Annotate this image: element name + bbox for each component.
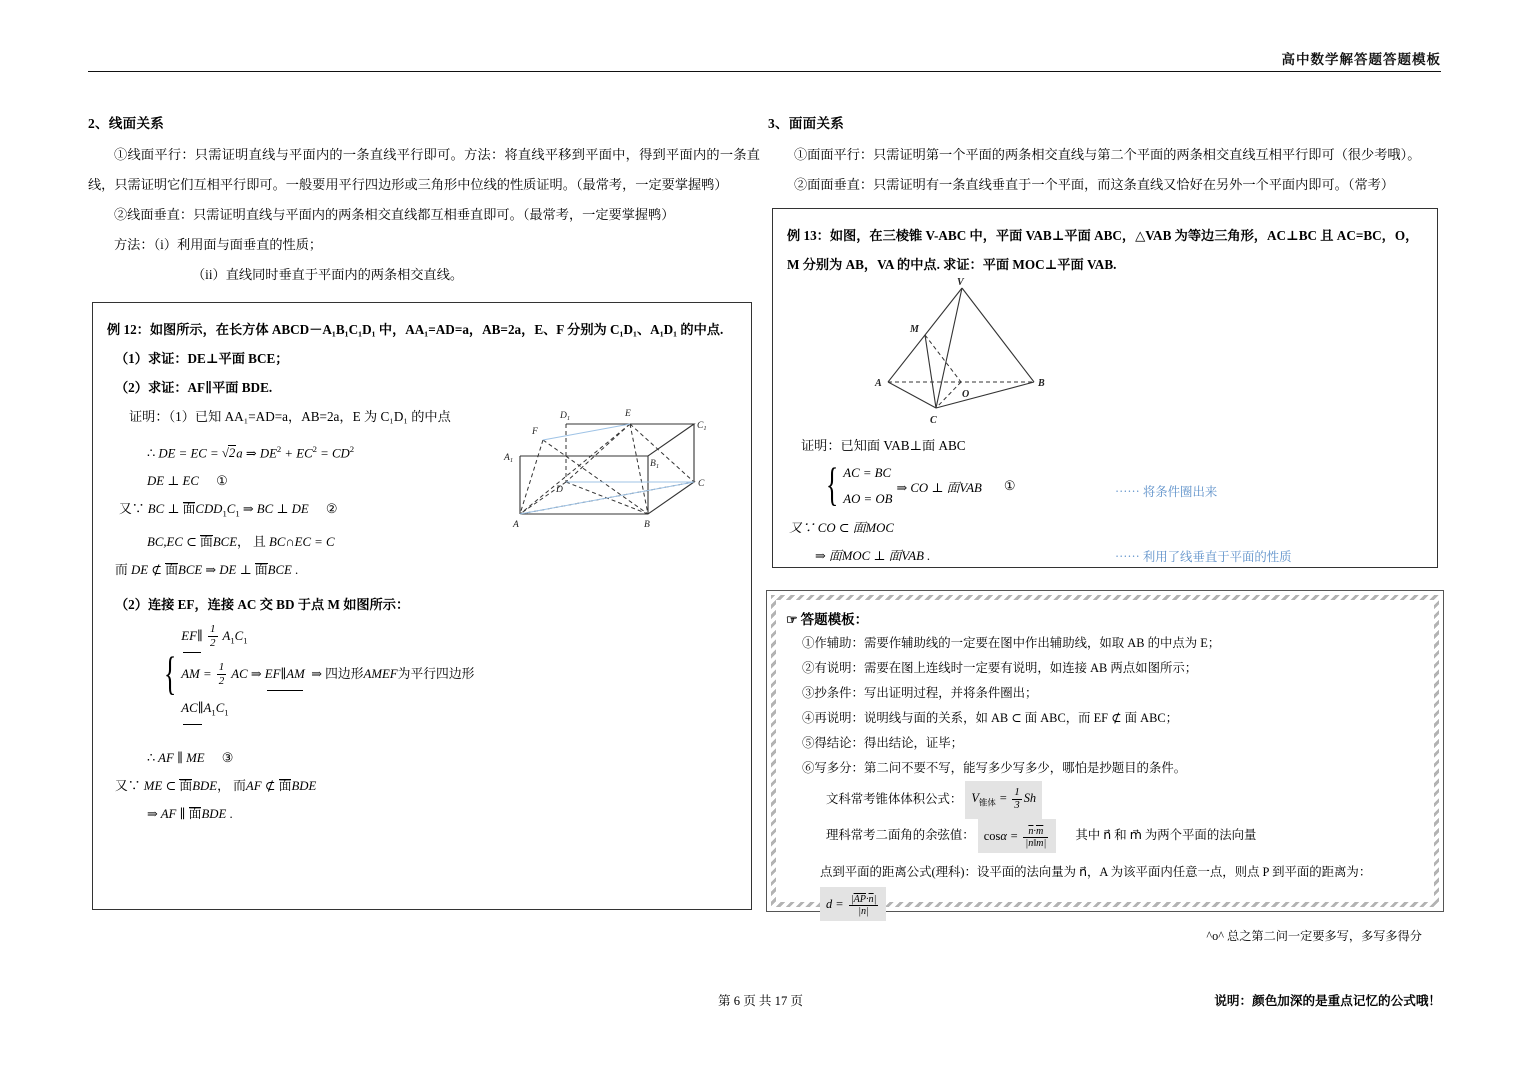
example-12-math-line-2: DE ⊥ EC ①: [147, 467, 737, 495]
example-13-sys-result: ⇒ CO ⊥ 面VAB: [896, 480, 982, 495]
vertex-label-A: A: [513, 520, 519, 530]
formula-2-suffix: 其中 n⃗ 和 m⃗ 为两个平面的法向量: [1075, 828, 1257, 843]
vertex-label-D: D: [556, 485, 563, 495]
header-rule: [88, 71, 1441, 72]
annotation-perpendicular-property: ⋯⋯ 利用了线垂直于平面的性质: [1115, 550, 1292, 564]
example-12-question-2: （2）求证：AF∥平面 BDE.: [115, 380, 273, 395]
annotation-circle-conditions: ⋯⋯ 将条件圈出来: [1115, 485, 1218, 499]
template-item-6: ⑥写多分：第二问不要不写，能写多少写多少，哪怕是抄题目的条件。: [802, 761, 1187, 775]
method-item-ii: （ii）直线同时垂直于平面内的两条相交直线。: [192, 267, 464, 282]
formula-3-label: 点到平面的距离公式(理科)：设平面的法向量为 n⃗，A 为该平面内任意一点，则点 P 到平面的距离为：: [820, 865, 1372, 880]
formula-2-expression: cosα = $\frac{\overline{n}\cdot\overline{m}}{|\overline{n}‖\overline{m}|}$: [978, 819, 1056, 853]
example-12-stem: 例 12：如图所示，在长方体 ABCD－A₁B₁C₁D₁ 中，AA₁=AD=a，AB=2a，E、F 分别为 C₁D₁、A₁D₁ 的中点.: [107, 322, 724, 337]
example-12-proof-intro: 证明：（1）已知 AA₁=AD=a，AB=2a，E 为 C₁D₁ 的中点: [129, 409, 451, 424]
vertex-label-C: C: [930, 415, 937, 426]
formula-row-dihedral-cosine: [826, 819, 1422, 853]
tetrahedron-figure: [866, 276, 1092, 428]
example-12-math-line-4: BC,EC ⊂ 面BCE， 且 BC∩EC = C: [147, 534, 335, 549]
formula-row-cone-volume: [826, 781, 1422, 819]
plane-plane-parallel-paragraph: ①面面平行：只需证明第一个平面的两条相交直线与第二个平面的两条相交直线互相平行即可（很少考哦）。: [794, 147, 1421, 162]
example-13-line-3: ⇒ 面MOC ⊥ 面VAB .: [815, 549, 931, 563]
example-13-system-brace: [821, 460, 1015, 512]
example-12-system-brace: [159, 623, 474, 726]
answer-template-tagline: ^o^ 总之第二问一定要多写，多写多得分: [1206, 929, 1422, 944]
vertex-label-V: V: [957, 277, 964, 288]
vertex-label-A: A: [875, 378, 882, 389]
template-item-4: ④再说明：说明线与面的关系，如 AB ⊂ 面 ABC，而 EF ⊄ 面 ABC；: [802, 711, 1178, 725]
formula-1-expression: $V_{锥体}$ = $\frac{1}{3}$ Sh: [965, 781, 1042, 819]
vertex-label-D1: $D_1$: [560, 411, 571, 422]
example-12-math-line-8: ⇒ AF ∥ 面BDE .: [147, 806, 233, 821]
formula-row-point-plane-distance: [820, 857, 1422, 921]
line-plane-parallel-paragraph: ①线面平行：只需证明直线与平面内的一条直线平行即可。方法：将直线平移到平面中，得到平面内的一条直线，只需证明它们互相平行即可。一般要用平行四边形或三角形中位线的性质证明。（最常考，一定要掌握鸭）: [88, 147, 760, 192]
formula-3-expression: d = $\frac{|\overline{AP}\cdot\overline{n}|}{|\overline{n}|}$: [820, 887, 886, 921]
example-12-box: [92, 302, 752, 910]
page-header: [88, 48, 1441, 72]
footer-note: 说明：颜色加深的是重点记忆的公式哦！: [1214, 994, 1441, 1008]
example-12-q2-intro: （2）连接 EF，连接 AC 交 BD 于点 M 如图所示：: [115, 596, 410, 612]
example-12-sys-row-1: EF∥ $\frac{1}{2}$ $A_1C_1$: [181, 622, 248, 649]
vertex-label-M: M: [910, 324, 919, 335]
vertex-label-B: B: [1038, 378, 1045, 389]
vertex-label-C1: $C_1$: [697, 421, 707, 432]
answer-template-box: [766, 590, 1444, 944]
example-13-line-2: 又∵ CO ⊂ 面MOC: [789, 521, 894, 535]
rectangular-box-figure: [498, 396, 712, 542]
example-12-question-1: （1）求证：DE⊥平面 BCE；: [115, 351, 289, 366]
vertex-label-E: E: [625, 409, 631, 419]
mark-circle-1: ①: [216, 474, 228, 489]
answer-template-heading-text: 答题模板：: [800, 612, 869, 627]
example-12-math-line-1: ∴ DE = EC = √2a ⇒ $DE^2 + EC^2 = CD^2$: [147, 444, 355, 461]
formula-1-label: 文科常考锥体体积公式：: [826, 792, 963, 807]
example-12-math-line-5: 而 DE ⊄ 面BCE ⇒ DE ⊥ 面BCE .: [115, 562, 299, 577]
example-12-math-line-6: ∴ AF ∥ ME ③: [147, 744, 737, 772]
example-12-sys-row-2: AM = $\frac{1}{2}$ AC ⇒ EF∥AM ⇒ 四边形AMEF为平行四边形: [181, 661, 475, 688]
vertex-label-C: C: [698, 479, 705, 489]
example-12-sys-row-3: $AC\parallel A_1C_1$: [181, 695, 474, 726]
mark-circle-1: ①: [1003, 478, 1016, 493]
left-column: [88, 112, 760, 290]
right-column: [768, 112, 1442, 200]
formula-2-label: 理科常考二面角的余弦值：: [826, 828, 975, 843]
section-title-line-plane: 2、线面关系: [88, 116, 165, 131]
example-13-sys-row-2: AO = OB: [843, 492, 893, 506]
example-12-math-line-3: 又∵ BC ⊥ 面$CDD_1C_1$ ⇒ BC ⊥ DE ②: [119, 495, 737, 528]
mark-circle-3: ③: [221, 750, 234, 765]
template-item-5: ⑤得结论：得出结论，证毕；: [802, 736, 964, 750]
answer-template-inner: [771, 595, 1439, 944]
header-title: 高中数学解答题答题模板: [1281, 52, 1441, 67]
brace-glyph: {: [164, 648, 177, 700]
page-footer: [88, 990, 1441, 1009]
vertex-label-F: F: [532, 427, 538, 437]
example-13-stem: 例 13：如图，在三棱锥 V-ABC 中，平面 VAB⊥平面 ABC，△VAB 为等边三角形，AC⊥BC 且 AC=BC，O，M 分别为 AB，VA 的中点. 求证：平面 MOC⊥平面 VAB.: [787, 228, 1419, 272]
vertex-label-A1: $A_1$: [504, 453, 514, 464]
plane-plane-perpendicular-paragraph: ②面面垂直：只需证明有一条直线垂直于一个平面，而这条直线又恰好在另外一个平面内即可。（常考）: [794, 177, 1395, 192]
vertex-label-B1: $B_1$: [650, 459, 660, 470]
example-13-sys-row-1: AC = BC: [843, 466, 892, 480]
example-13-proof-intro: 证明：已知面 VAB⊥面 ABC: [801, 438, 966, 453]
vertex-label-B: B: [644, 520, 650, 530]
template-item-2: ②有说明：需要在图上连线时一定要有说明，如连接 AB 两点如图所示；: [802, 661, 1198, 675]
method-item-i: 方法：（i）利用面与面垂直的性质；: [114, 237, 323, 252]
template-item-3: ③抄条件：写出证明过程，并将条件圈出；: [802, 686, 1038, 700]
answer-template-heading: [786, 608, 1422, 628]
template-item-1: ①作辅助：需要作辅助线的一定要在图中作出辅助线，如取 AB 的中点为 E；: [802, 636, 1221, 650]
pointing-hand-icon: ☞: [786, 612, 798, 627]
example-12-math-line-7: 又∵ ME ⊂ 面BDE， 而AF ⊄ 面BDE: [115, 778, 317, 793]
mark-circle-2: ②: [325, 502, 338, 517]
footer-page-number: 第 6 页 共 17 页: [718, 994, 804, 1008]
section-title-plane-plane: 3、面面关系: [768, 116, 845, 131]
line-plane-perpendicular-paragraph: ②线面垂直：只需证明直线与平面内的两条相交直线都互相垂直即可。（最常考，一定要掌握鸭）: [114, 207, 675, 222]
brace-glyph: {: [826, 460, 839, 512]
vertex-label-O: O: [962, 389, 970, 400]
